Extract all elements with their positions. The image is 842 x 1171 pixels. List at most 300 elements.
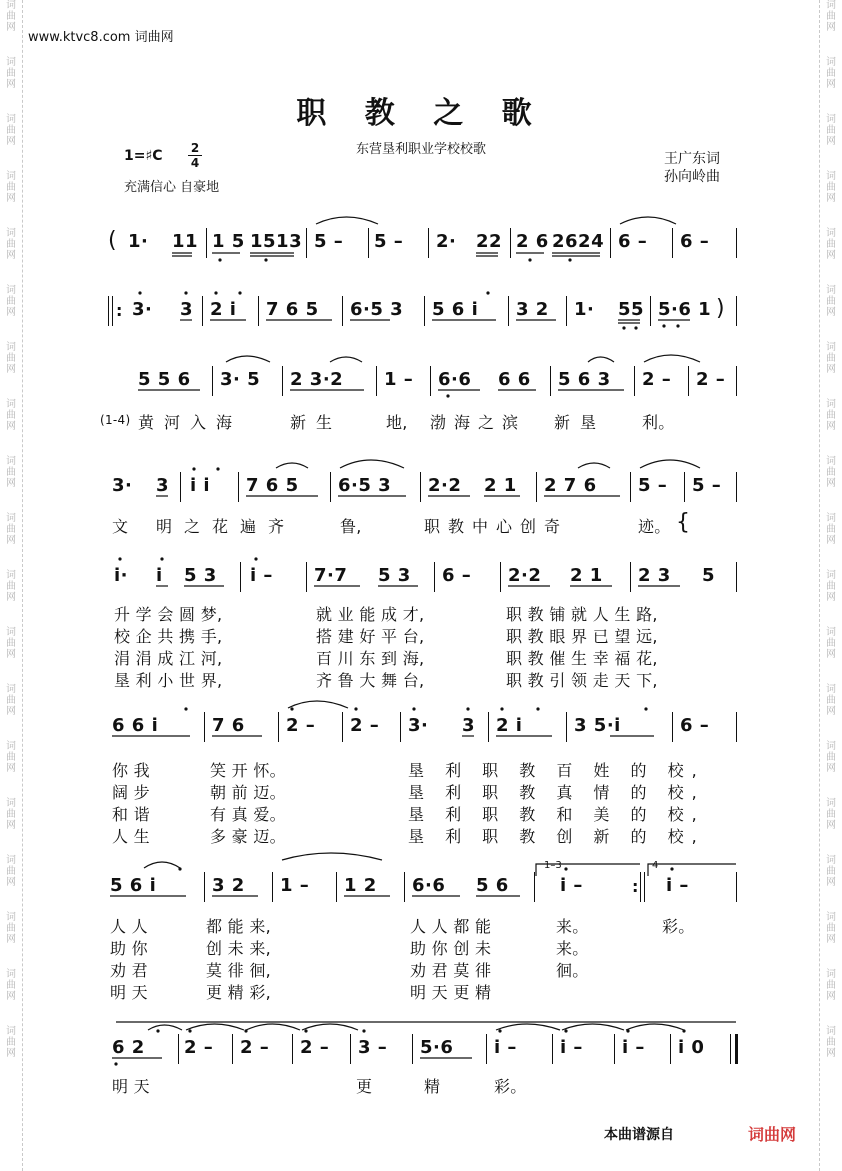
lyric: 更 精 彩, [206,983,272,1002]
watermark-glyph: 曲 [826,182,836,193]
barline [630,472,631,502]
barline [412,1034,413,1064]
barline [434,562,435,592]
lyrics-row-6-v3 [0,802,842,824]
barline [212,366,213,396]
lyric: 垦 利 职 教 创 新 的 校, [408,827,705,846]
watermark-glyph: 词 [826,513,836,524]
note-group: 3 2 [212,875,245,896]
barline [688,366,689,396]
watermark-glyph: 曲 [826,638,836,649]
note-group: i – [560,1037,583,1058]
watermark-glyph: 词 [6,513,16,524]
barline [238,472,239,502]
note-group: i – [250,565,273,586]
barline [430,366,431,396]
barline [640,872,645,902]
note-group: 3 – [358,1037,388,1058]
barline [420,472,421,502]
barline [306,562,307,592]
watermark-glyph: 词 [6,456,16,467]
time-signature [188,142,202,169]
lyric: 职 教 引 领 走 天 下, [506,671,658,690]
note-group: i – [666,875,689,896]
watermark-glyph: 曲 [826,467,836,478]
note-group: 5 – [692,475,722,496]
note-group: 6 – [680,231,710,252]
note-group: 1 5 [212,231,245,252]
note-group: i – [494,1037,517,1058]
watermark-glyph: 网 [6,79,16,90]
note-group: 5·6 1 [658,299,712,320]
lyric: 新生 [290,413,343,432]
barline [736,296,737,326]
watermark-glyph: 词 [826,285,836,296]
note-group: 6·6 [438,369,472,390]
barline [684,472,685,502]
watermark-glyph: 曲 [826,866,836,877]
watermark-glyph: 网 [826,79,836,90]
lyric: 明之花遍齐 [156,517,297,536]
lyric: 朝 前 迈。 [210,783,286,802]
note-group: 3 5·i [574,715,621,736]
note-group: 7 6 5 [266,299,319,320]
barline [368,228,369,258]
note-group: 6·5 3 [338,475,392,496]
lyric: 徊。 [556,961,589,980]
barline [240,562,241,592]
note-group: 2 – [286,715,316,736]
score-symbol: ) [716,296,725,321]
watermark-glyph: 网 [6,193,16,204]
lyric: 人 生 [112,827,150,846]
barline [566,296,567,326]
watermark-glyph: 曲 [826,581,836,592]
watermark-glyph: 曲 [6,182,16,193]
note-group: 5 3 [184,565,217,586]
note-group: 3 [156,475,170,496]
lyric: 就 业 能 成 才, [316,605,425,624]
watermark-glyph: 曲 [826,239,836,250]
watermark-glyph: 曲 [6,410,16,421]
watermark-glyph: 词 [826,798,836,809]
lyric: 阔 步 [112,783,150,802]
watermark-glyph: 词 [826,456,836,467]
watermark-glyph: 词 [826,114,836,125]
lyric: 明 天 [110,983,148,1002]
watermark-glyph: 网 [826,649,836,660]
lyric: 彩。 [662,917,695,936]
watermark-glyph: 网 [6,364,16,375]
note-group: 1 – [384,369,414,390]
lyric: 劝 君 [110,961,148,980]
barline [736,562,737,592]
note-group: 5 6 [476,875,509,896]
watermark-glyph: 网 [6,649,16,660]
note-group: 2 3·2 [290,369,344,390]
volta-1-label: 1–3 [544,860,562,871]
lyric: 文 [112,517,129,536]
watermark-glyph: 词 [6,342,16,353]
watermark-glyph: 词 [6,969,16,980]
note-group: 5 6 i [110,875,157,896]
lyric: 多 豪 迈。 [210,827,286,846]
lyric: 职 教 催 生 幸 福 花, [506,649,658,668]
watermark-glyph: 网 [6,478,16,489]
watermark-glyph: 曲 [826,923,836,934]
barline [670,1034,671,1064]
barline [180,472,181,502]
note-group: 7·7 [314,565,348,586]
note-group: 3 [180,299,194,320]
watermark-glyph: 曲 [826,752,836,763]
score-row-7 [0,860,842,902]
note-group: 3· 5 [220,369,261,390]
note-group: 6 6 i [112,715,159,736]
lyric: 创 未 来, [206,939,272,958]
watermark-glyph: 曲 [6,296,16,307]
note-group: 2 i [496,715,523,736]
note-group: 5·6 [420,1037,454,1058]
note-group: 2·2 [428,475,462,496]
lyric: 你 我 [112,761,150,780]
note-group: 1513 [250,231,303,252]
note-group: i – [560,875,583,896]
watermark-glyph: 词 [6,285,16,296]
watermark-glyph: 词 [6,912,16,923]
note-group: 1 – [280,875,310,896]
lyric: 笑 开 怀。 [210,761,286,780]
barline [306,228,307,258]
note-group: 55 [618,299,645,320]
note-group: 2 7 6 [544,475,597,496]
watermark-glyph: 词 [6,228,16,239]
watermark-glyph: 网 [826,478,836,489]
watermark-glyph: 曲 [6,353,16,364]
barline [736,712,737,742]
key-signature: 1=♯C [124,148,163,164]
note-group: 2 – [240,1037,270,1058]
watermark-glyph: 词 [6,741,16,752]
note-group: 5 6 3 [558,369,611,390]
note-group: 1· [574,299,595,320]
watermark-glyph: 词 [6,570,16,581]
barline [376,366,377,396]
lyricist-credit: 王广东词 [664,151,720,167]
lyrics-row-4: 文 明之花遍齐 鲁, 职教中心创奇 迹。 { [112,510,691,536]
barline [736,872,737,902]
barline [330,472,331,502]
note-group: i· [114,565,129,586]
composer-credit: 孙向岭曲 [664,169,720,185]
lyric: 助 你 创 未 [410,939,492,958]
watermark-glyph: 词 [6,171,16,182]
watermark-glyph: 网 [826,193,836,204]
score-symbol: : [116,301,123,320]
watermark-glyph: 网 [6,250,16,261]
watermark-glyph: 曲 [6,923,16,934]
lyrics-row-5-v2 [0,624,842,646]
barline [508,296,509,326]
watermark-glyph: 曲 [6,638,16,649]
barline [204,712,205,742]
watermark-glyph: 网 [6,592,16,603]
lyric: 涓 涓 成 江 河, [114,649,223,668]
watermark-glyph: 词 [6,798,16,809]
lyrics-row-7-v4 [0,980,842,1002]
barline [258,296,259,326]
note-group: 3· [132,299,153,320]
score-row-5 [0,562,842,592]
lyric: 精 [424,1077,441,1096]
lyrics-row-7-v3 [0,958,842,980]
note-group: i 0 [678,1037,705,1058]
barline [534,872,535,902]
watermark-glyph: 网 [6,820,16,831]
lyric: 升 学 会 圆 梦, [114,605,223,624]
watermark-glyph: 网 [826,592,836,603]
watermark-glyph: 网 [6,877,16,888]
barline [400,712,401,742]
watermark-glyph: 网 [826,22,836,33]
lyric: 黄河入海 [138,413,243,432]
lyric: 新垦 [554,413,607,432]
watermark-glyph: 网 [826,763,836,774]
score-row-1 [0,228,842,258]
watermark-glyph: 网 [6,991,16,1002]
barline [232,1034,233,1064]
barline [424,296,425,326]
watermark-glyph: 词 [826,627,836,638]
lyric: 职 教 铺 就 人 生 路, [506,605,658,624]
note-group: 2624 [552,231,605,252]
barline [736,472,737,502]
watermark-glyph: 网 [6,307,16,318]
watermark-glyph: 词 [6,0,16,11]
note-group: 6·6 [412,875,446,896]
watermark-glyph: 网 [6,1048,16,1059]
watermark-glyph: 词 [6,855,16,866]
barline [650,296,651,326]
note-group: 2 – [184,1037,214,1058]
note-group: i – [622,1037,645,1058]
lyrics-row-6-v1 [0,758,842,780]
note-group: 5 – [374,231,404,252]
watermark-glyph: 曲 [6,11,16,22]
note-group: 6 – [618,231,648,252]
barline [736,366,737,396]
watermark-glyph: 网 [826,1048,836,1059]
barline [630,562,631,592]
watermark-glyph: 曲 [826,1037,836,1048]
lyrics-row-3 [0,410,842,432]
watermark-glyph: 曲 [6,809,16,820]
lyric: 职教中心创奇 [424,517,569,536]
score-symbol: ( [108,228,117,253]
note-group: 2 – [642,369,672,390]
score-row-8 [0,1034,842,1064]
note-group: 6 – [680,715,710,736]
watermark-glyph: 词 [6,627,16,638]
watermark-glyph: 网 [826,250,836,261]
watermark-glyph: 词 [826,570,836,581]
note-group: 6 6 [498,369,531,390]
watermark-glyph: 曲 [826,695,836,706]
watermark-glyph: 词 [826,0,836,11]
watermark-glyph: 曲 [826,125,836,136]
lyric: 助 你 [110,939,148,958]
watermark-glyph: 网 [826,307,836,318]
note-group: 11 [172,231,199,252]
watermark-glyph: 网 [826,364,836,375]
note-group: 5 – [314,231,344,252]
barline [614,1034,615,1064]
lyrics-row-5-v4 [0,668,842,690]
score-symbol: : [632,877,639,896]
lyrics-row-7-v1 [0,914,842,936]
note-group: 2 – [300,1037,330,1058]
note-group: 22 [476,231,503,252]
watermark-glyph: 词 [6,114,16,125]
note-group: 5 6 i [432,299,479,320]
lyric: 更 [356,1077,373,1096]
footer-brand-logo[interactable]: 词曲网 [748,1125,797,1144]
note-group: 2 3 [638,565,671,586]
barline [350,1034,351,1064]
lyrics-row-7-v2 [0,936,842,958]
barline [730,1034,731,1064]
meter-top: 2 [190,141,200,155]
lyrics-row-5-v3 [0,646,842,668]
lyrics-row-6-v4 [0,824,842,846]
watermark-glyph: 网 [826,877,836,888]
barline [342,712,343,742]
watermark-glyph: 曲 [826,296,836,307]
watermark-glyph: 网 [826,991,836,1002]
site-header[interactable]: www.ktvc8.com 词曲网 [28,30,174,45]
note-group: 2· [436,231,457,252]
barline [278,712,279,742]
lyric: 利。 [642,413,675,432]
note-group: 5 3 [378,565,411,586]
note-group: 6 – [442,565,472,586]
barline [202,296,203,326]
barline [488,712,489,742]
watermark-glyph: 网 [826,136,836,147]
lyric: 垦 利 职 教 和 美 的 校, [408,805,705,824]
score-row-6 [0,712,842,742]
barline [566,712,567,742]
volta-2-label: 4 [652,860,659,871]
watermark-glyph: 曲 [6,1037,16,1048]
note-group: 2 6 [516,231,549,252]
barline [672,712,673,742]
note-group: 5 5 6 [138,369,191,390]
lyric: 劝 君 莫 徘 [410,961,492,980]
watermark-glyph: 网 [826,706,836,717]
lyric: 莫 徘 徊, [206,961,272,980]
watermark-glyph: 词 [826,228,836,239]
watermark-glyph: 曲 [826,524,836,535]
barline [336,872,337,902]
watermark-glyph: 词 [826,741,836,752]
note-group: 5 [702,565,716,586]
lyric: 来。 [556,917,589,936]
watermark-glyph: 网 [826,934,836,945]
score-row-4 [0,472,842,502]
barline [206,228,207,258]
watermark-glyph: 词 [826,912,836,923]
lyric: 齐 鲁 大 舞 台, [316,671,425,690]
watermark-glyph: 词 [6,399,16,410]
lyrics-row-8 [0,1074,842,1096]
note-group: 2 1 [484,475,517,496]
watermark-glyph: 词 [6,1026,16,1037]
watermark-glyph: 词 [826,342,836,353]
watermark-glyph: 曲 [6,581,16,592]
note-group: 2 1 [570,565,603,586]
barline [282,366,283,396]
lyric: 明 天 [112,1077,150,1096]
lyric: 鲁, [340,517,362,536]
note-group: 2·2 [508,565,542,586]
note-group: 6·5 3 [350,299,404,320]
watermark-glyph: 曲 [826,410,836,421]
barline [486,1034,487,1064]
song-title: 职 教 之 歌 [296,96,546,131]
watermark-glyph: 网 [826,421,836,432]
lyric: 人 人 [110,917,148,936]
watermark-glyph: 曲 [6,866,16,877]
note-group: 2 i [210,299,237,320]
barline [736,228,737,258]
watermark-glyph: 词 [826,969,836,980]
note-group: 5 – [638,475,668,496]
watermark-glyph: 曲 [6,695,16,706]
note-group: 3· [408,715,429,736]
barline [204,872,205,902]
watermark-glyph: 词 [826,684,836,695]
meter-bottom: 4 [190,156,200,170]
note-group: 7 6 [212,715,245,736]
lyric: 渤海之滨 [430,413,527,432]
lyric: 垦 利 职 教 百 姓 的 校, [408,761,705,780]
watermark-glyph: 网 [6,421,16,432]
barline [672,228,673,258]
watermark-glyph: 曲 [6,752,16,763]
note-group: 2 – [350,715,380,736]
watermark-glyph: 曲 [6,467,16,478]
watermark-glyph: 网 [6,136,16,147]
lyric: 校 企 共 携 手, [114,627,223,646]
barline [536,472,537,502]
watermark-glyph: 曲 [6,524,16,535]
lyric: 职 教 眼 界 已 望 远, [506,627,658,646]
lyric: 地, [386,413,408,432]
note-group: 3· [112,475,133,496]
watermark-glyph: 网 [6,535,16,546]
watermark-glyph: 词 [6,684,16,695]
barline [108,296,113,326]
watermark-glyph: 词 [826,171,836,182]
watermark-glyph: 网 [826,535,836,546]
watermark-glyph: 网 [6,22,16,33]
lyric: 垦 利 小 世 界, [114,671,223,690]
note-group: 3 [462,715,476,736]
lyric: 都 能 来, [206,917,272,936]
note-group: 1· [128,231,149,252]
lyrics-row-5-v1 [0,602,842,624]
